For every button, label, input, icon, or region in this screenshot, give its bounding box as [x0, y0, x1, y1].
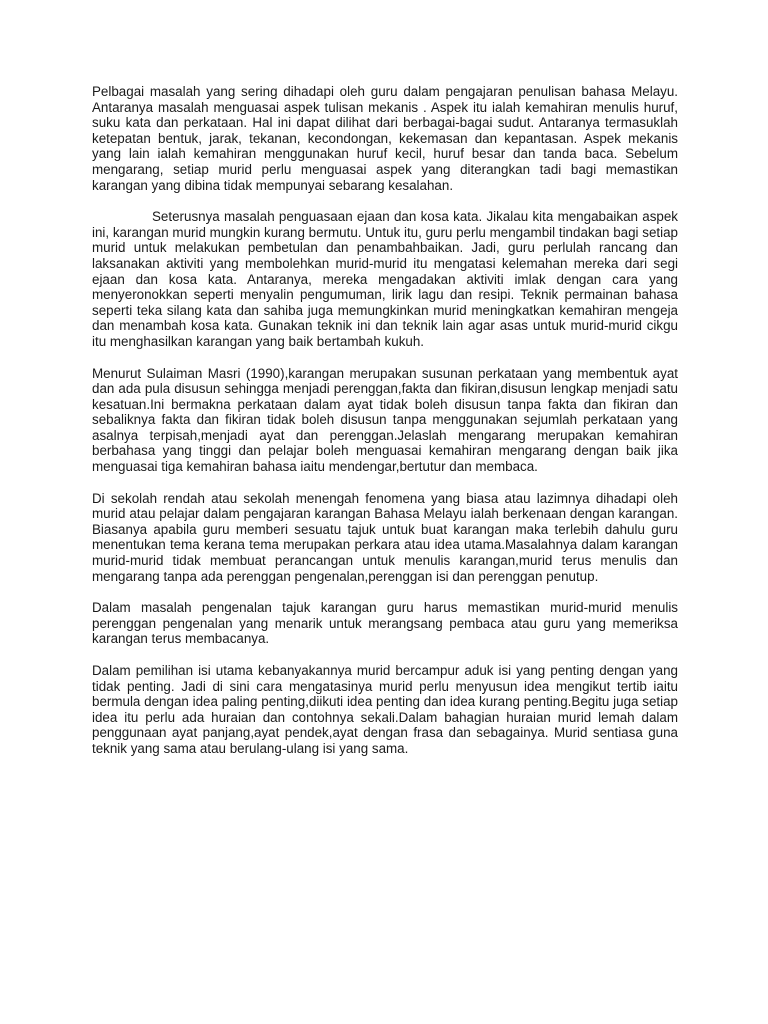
paragraph-6: Dalam pemilihan isi utama kebanyakannya murid bercampur aduk isi yang penting dengan yang tidak penting. Jadi di sini cara mengatasinya murid perlu menyusun idea mengikut tertib iaitu bermula dengan idea paling penting,diikuti idea penting dan idea kurang penting.Begitu juga setiap idea itu perlu ada huraian dan contohnya sekali.Dalam bahagian huraian murid lemah dalam penggunaan ayat panjang,ayat pendek,ayat dengan frasa dan sebagainya. Murid sentiasa guna teknik yang sama atau berulang-ulang isi yang sama.	[92, 663, 678, 756]
paragraph-2: Seterusnya masalah penguasaan ejaan dan kosa kata. Jikalau kita mengabaikan aspek ini, karangan murid mungkin kurang bermutu. Untuk itu, guru perlu mengambil tindakan bagi setiap murid untuk melakukan pembetulan dan penambahbaikan. Jadi, guru perlulah rancang dan laksanakan aktiviti yang membolehkan murid-murid itu mengatasi kelemahan mereka dari segi ejaan dan kosa kata. Antaranya, mereka mengadakan aktiviti imlak dengan cara yang menyeronokkan seperti menyalin pengumuman, lirik lagu dan resipi. Teknik permainan bahasa seperti teka silang kata dan sahiba juga memungkinkan murid meningkatkan kemahiran mengeja dan menambah kosa kata. Gunakan teknik ini dan teknik lain agar asas untuk murid-murid cikgu itu menghasilkan karangan yang baik bertambah kukuh.	[92, 209, 678, 349]
paragraph-4: Di sekolah rendah atau sekolah menengah fenomena yang biasa atau lazimnya dihadapi oleh murid atau pelajar dalam pengajaran karangan Bahasa Melayu ialah berkenaan dengan karangan. Biasanya apabila guru memberi sesuatu tajuk untuk buat karangan maka terlebih dahulu guru menentukan tema kerana tema merupakan perkara atau idea utama.Masalahnya dalam karangan murid-murid tidak membuat perancangan untuk menulis karangan,murid terus menulis dan mengarang tanpa ada perenggan pengenalan,perenggan isi dan perenggan penutup.	[92, 490, 678, 584]
paragraph-3: Menurut Sulaiman Masri (1990),karangan merupakan susunan perkataan yang membentuk ayat dan ada pula disusun sehingga menjadi perenggan,fakta dan fikiran,disusun lengkap menjadi satu kesatuan.Ini bermakna perkataan dalam ayat tidak boleh disusun tanpa fakta dan fikiran dan sebaliknya fakta dan fikiran tidak boleh disusun tanpa menggunakan sejumlah perkataan yang asalnya terpisah,menjadi ayat dan perenggan.Jelaslah mengarang merupakan kemahiran berbahasa yang tinggi dan pelajar boleh menguasai kemahiran mengarang dengan baik jika menguasai tiga kemahiran bahasa iaitu mendengar,bertutur dan membaca.	[92, 365, 678, 475]
document-page	[92, 84, 678, 773]
paragraph-5: Dalam masalah pengenalan tajuk karangan guru harus memastikan murid-murid menulis perenggan pengenalan yang menarik untuk merangsang pembaca atau guru yang memeriksa karangan terus membacanya.	[92, 600, 678, 647]
paragraph-1: Pelbagai masalah yang sering dihadapi oleh guru dalam pengajaran penulisan bahasa Melayu. Antaranya masalah menguasai aspek tulisan mekanis . Aspek itu ialah kemahiran menulis huruf, suku kata dan perkataan. Hal ini dapat dilihat dari berbagai-bagai sudut. Antaranya termasuklah ketepatan bentuk, jarak, tekanan, kecondongan, kekemasan dan kepantasan. Aspek mekanis yang lain ialah kemahiran menggunakan huruf kecil, huruf besar dan tanda baca. Sebelum mengarang, setiap murid perlu menguasai aspek yang diterangkan tadi bagi memastikan karangan yang dibina tidak mempunyai sebarang kesalahan.	[92, 84, 678, 193]
